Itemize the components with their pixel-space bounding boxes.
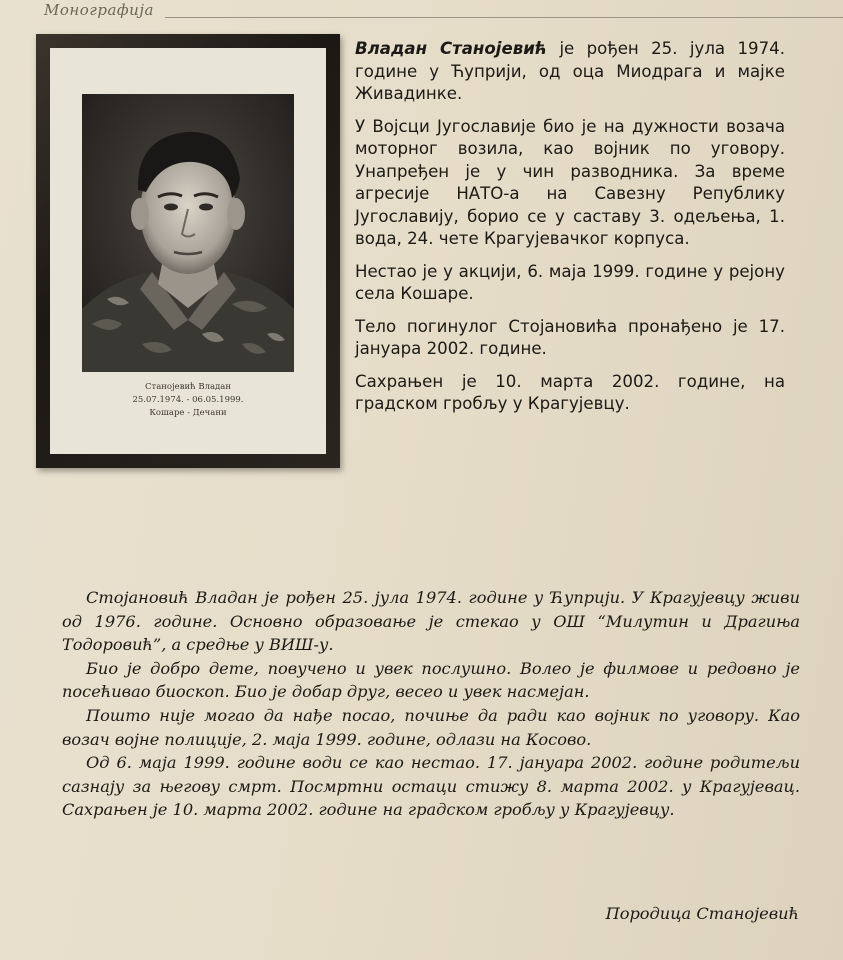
portrait-image [82, 94, 294, 372]
portrait-photo [82, 94, 294, 372]
family-signature: Породица Станојевић [605, 904, 799, 923]
portrait-caption-name: Станојевић Владан [144, 382, 232, 392]
story-paragraph: Стојановић Владан је рођен 25. јула 1974. године у Ћуприји. У Крагујевцу живи од 1976. године. Основно образовање је стекао у ОШ “Милутин и Драгиња Тодоровић”, а средње у ВИШ-у. [62, 588, 800, 655]
portrait-caption-place: Кошаре - Дечани [149, 408, 227, 418]
portrait-mat [50, 48, 326, 454]
running-header-title: Монографија [44, 1, 154, 19]
family-story [62, 586, 800, 822]
portrait-caption-dates: 25.07.1974. - 06.05.1999. [132, 395, 244, 405]
story-paragraph: Био је добро дете, повучено и увек послушно. Волео је филмове и редовно је посећивао биоскоп. Био је добар друг, весео и увек насмејан. [62, 658, 800, 702]
page-header [0, 0, 843, 26]
bio-name: Владан Станојевић [355, 39, 548, 58]
bio-paragraph: Тело погинулог Стојановића пронађено је 17. јануара 2002. године. [355, 316, 785, 358]
bio-paragraph: Сахрањен је 10. марта 2002. године, на градском гробљу у Крагујевцу. [355, 371, 785, 413]
bio-paragraph: У Војсци Југославије био је на дужности возача моторног возила, као војник по уговору. Унапређен је у чин разводника. За време агресије НАТО-а на Савезну Републику Југославију, борио се у саставу 3. одељења, 1. вода, 24. чете Крагујевачког корпуса. [355, 116, 785, 248]
bio-section [355, 38, 785, 426]
story-paragraph: Од 6. маја 1999. године води се као нестао. 17. јануара 2002. године родитељи сазнају за његову смрт. Посмртни остаци стижу 8. марта 2002. у Крагујевац. Сахрањен је 10. марта 2002. године на градском гробљу у Крагујевцу. [62, 753, 800, 820]
story-paragraph: Пошто није могао да нађе посао, почиње да ради као војник по уговору. Као возач војне полиције, 2. маја 1999. године, одлази на Косово. [62, 705, 800, 749]
bio-paragraph-text: је рођен 25. јула 1974. године у Ћуприји, од оца Миодрага и мајке Живадинке. [355, 39, 785, 103]
bio-paragraph: Нестао је у акцији, 6. маја 1999. године у рејону села Кошаре. [355, 261, 785, 303]
header-rule [165, 17, 843, 18]
portrait-frame [36, 34, 340, 468]
bio-paragraph [355, 38, 785, 106]
